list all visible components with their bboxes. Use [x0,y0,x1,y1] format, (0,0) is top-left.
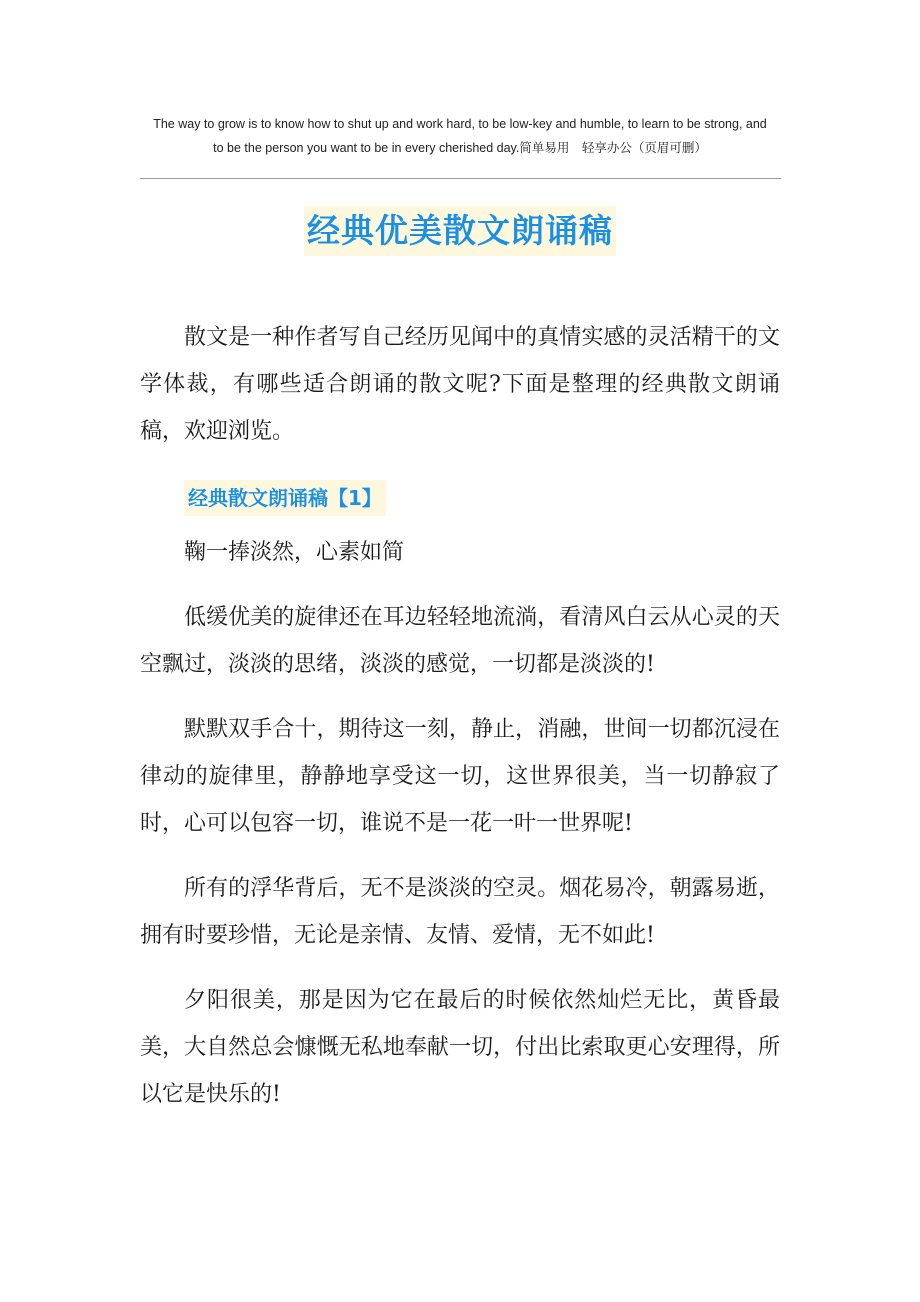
body-paragraph: 夕阳很美，那是因为它在最后的时候依然灿烂无比，黄昏最美，大自然总会慷慨无私地奉献一切，付出比索取更心安理得，所以它是快乐的! [140,988,780,1107]
body-paragraph: 低缓优美的旋律还在耳边轻轻地流淌，看清风白云从心灵的天空飘过，淡淡的思绪，淡淡的感觉，一切都是淡淡的! [140,605,780,677]
section-heading: 经典散文朗诵稿【1】 [184,480,386,516]
intro-paragraph: 散文是一种作者写自己经历见闻中的真情实感的灵活精干的文学体裁，有哪些适合朗诵的散文呢?下面是整理的经典散文朗诵稿，欢迎浏览。 [140,325,780,444]
body-paragraph: 默默双手合十，期待这一刻，静止，消融，世间一切都沉浸在律动的旋律里，静静地享受这一切，这世界很美，当一切静寂了时，心可以包容一切，谁说不是一花一叶一世界呢! [140,717,780,836]
body-paragraph: 所有的浮华背后，无不是淡淡的空灵。烟花易冷，朝露易逝，拥有时要珍惜，无论是亲情、友情、爱情，无不如此! [140,876,780,948]
title-container [0,206,920,256]
section-heading-row [140,473,780,529]
document-body [140,314,780,1136]
section-subtitle: 鞠一捧淡然，心素如简 [184,540,405,565]
header-line-2: to be the person you want to be in every cherished day.简单易用 轻享办公（页眉可删） [213,141,707,155]
page-header [140,112,780,160]
document-title: 经典优美散文朗诵稿 [304,206,616,256]
header-divider [140,178,781,179]
header-line-1: The way to grow is to know how to shut up and work hard, to be low-key and humble, to learn to be strong, and [153,117,767,131]
